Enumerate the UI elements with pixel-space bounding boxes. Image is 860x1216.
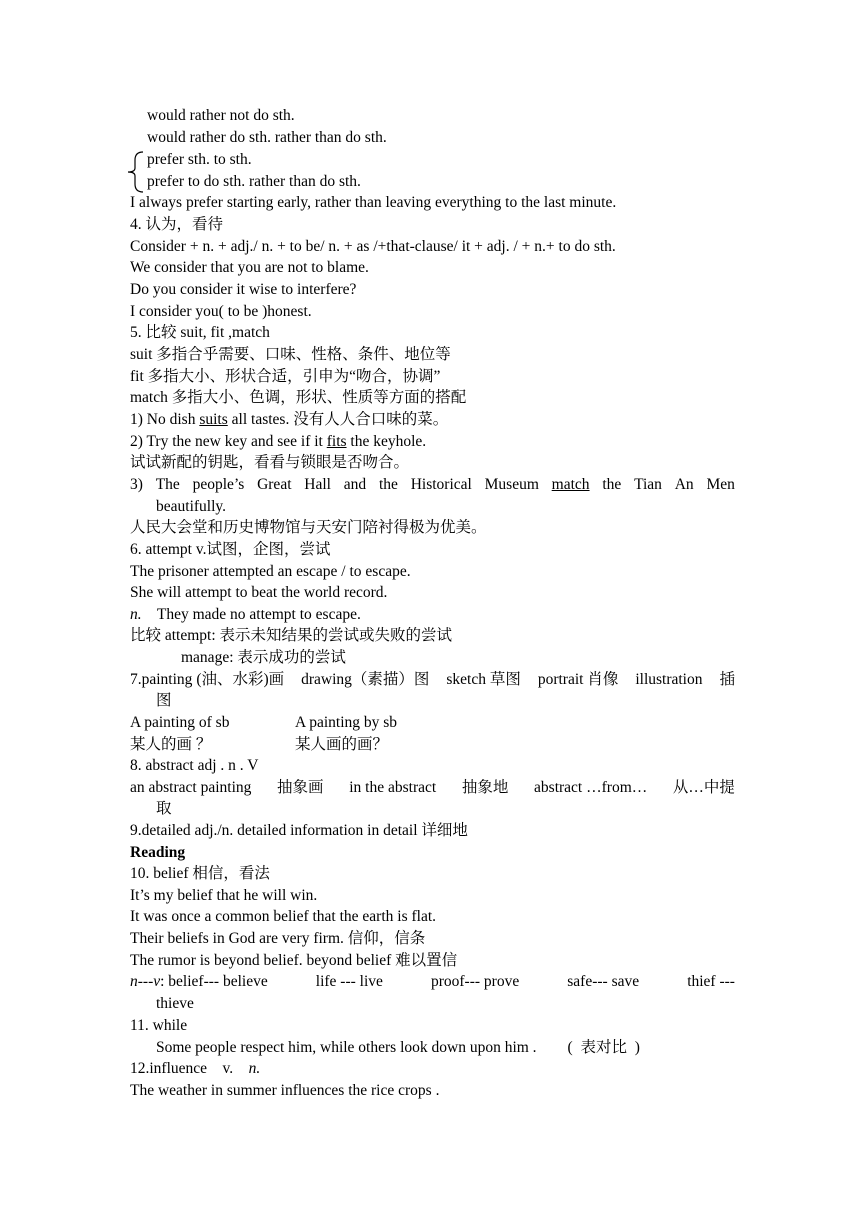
text-line: fit 多指大小、形状合适，引申为“吻合，协调” bbox=[130, 368, 441, 385]
text-line: The weather in summer influences the rice crops . bbox=[130, 1082, 440, 1099]
text-run: 抽象画 bbox=[277, 779, 324, 796]
text-run: 草图 bbox=[489, 671, 521, 688]
text-run: 从…中提 bbox=[672, 779, 735, 796]
section-heading bbox=[130, 669, 735, 691]
text-run: 肖像 bbox=[587, 671, 619, 688]
text-run: A painting of sb bbox=[130, 714, 230, 731]
example-line bbox=[130, 712, 735, 734]
text-run: abstract …from… bbox=[534, 779, 648, 796]
text-line: 试试新配的钥匙，看看与锁眼是否吻合。 bbox=[130, 454, 410, 471]
text-run: people’s bbox=[192, 476, 245, 493]
example-line bbox=[130, 734, 735, 756]
text-run: Great bbox=[257, 476, 292, 493]
underlined-word: suits bbox=[199, 411, 228, 428]
text-line: It’s my belief that he will win. bbox=[130, 887, 318, 904]
text-line: would rather do sth. rather than do sth. bbox=[147, 129, 387, 146]
text-run: in the abstract bbox=[349, 779, 437, 796]
text-line: Some people respect him, while others look down upon him . ( 表对比 ) bbox=[156, 1039, 640, 1056]
text-run bbox=[130, 971, 268, 993]
italic-label: n. bbox=[130, 606, 142, 623]
text-line: manage: 表示成功的尝试 bbox=[181, 649, 346, 666]
section-heading: 5. 比较 suit, fit ,match bbox=[130, 324, 270, 341]
text-line: prefer sth. to sth. bbox=[147, 151, 252, 168]
text-line: Their beliefs in God are very firm. 信仰，信条 bbox=[130, 930, 426, 947]
text-run: 7.painting bbox=[130, 671, 193, 688]
text-line: would rather not do sth. bbox=[147, 107, 295, 124]
text-run: 1) No dish bbox=[130, 411, 200, 428]
italic-label: n---v bbox=[130, 973, 161, 990]
text-run: Museum bbox=[484, 476, 539, 493]
text-line: It was once a common belief that the earth is flat. bbox=[130, 908, 437, 925]
text-run: They made no attempt to escape. bbox=[141, 606, 361, 623]
italic-label: n. bbox=[248, 1060, 261, 1077]
text-line: I always prefer starting early, rather than leaving everything to the last minute. bbox=[130, 194, 617, 211]
text-line: 取 bbox=[156, 800, 172, 817]
text-run bbox=[130, 669, 284, 691]
text-run: drawing（素描）图 bbox=[301, 671, 430, 688]
text-run: the bbox=[378, 476, 398, 493]
text-run: 2) Try the new key and see if it bbox=[130, 433, 327, 450]
example-line bbox=[130, 431, 735, 453]
text-run: The bbox=[155, 476, 180, 493]
text-run: sketch bbox=[446, 671, 486, 688]
section-heading: 8. abstract adj . n . V bbox=[130, 757, 259, 774]
text-run: 12.influence v. bbox=[130, 1060, 249, 1077]
text-line: Do you consider it wise to interfere? bbox=[130, 281, 357, 298]
text-line: 图 bbox=[156, 692, 172, 709]
text-line: 比较 attempt: 表示未知结果的尝试或失败的尝试 bbox=[130, 627, 453, 644]
text-line: We consider that you are not to blame. bbox=[130, 259, 369, 276]
example-line bbox=[130, 777, 735, 799]
section-heading: 6. attempt v.试图，企图，尝试 bbox=[130, 541, 331, 558]
text-run: an abstract painting bbox=[130, 779, 252, 796]
text-line: 人民大会堂和历史博物馆与天安门陪衬得极为优美。 bbox=[130, 519, 487, 536]
underlined-word: match bbox=[551, 476, 590, 493]
section-heading bbox=[130, 1058, 735, 1080]
example-line bbox=[130, 409, 735, 431]
text-run: thief --- bbox=[687, 973, 735, 990]
text-run: Hall bbox=[304, 476, 331, 493]
text-run: illustration bbox=[635, 671, 703, 688]
text-line: prefer to do sth. rather than do sth. bbox=[147, 173, 361, 190]
text-line: thieve bbox=[156, 995, 194, 1012]
text-run: the keyhole. bbox=[346, 433, 427, 450]
text-line: The rumor is beyond belief. beyond belief 难以置信 bbox=[130, 952, 458, 969]
text-line: Consider + n. + adj./ n. + to be/ n. + as /+that-clause/ it + adj. / + n.+ to do sth. bbox=[130, 238, 616, 255]
section-title-reading: Reading bbox=[130, 844, 186, 861]
text-run: and bbox=[343, 476, 367, 493]
text-run: Historical bbox=[410, 476, 472, 493]
example-line bbox=[130, 604, 735, 626]
section-heading: 10. belief 相信，看法 bbox=[130, 865, 270, 882]
example-line bbox=[130, 971, 735, 993]
brace-icon bbox=[125, 150, 145, 194]
text-run: portrait bbox=[537, 671, 584, 688]
text-run: safe--- save bbox=[567, 973, 640, 990]
text-line: The prisoner attempted an escape / to escape. bbox=[130, 563, 411, 580]
text-run: 3) bbox=[130, 476, 143, 493]
example-line bbox=[130, 474, 735, 496]
underlined-word: fits bbox=[326, 433, 347, 450]
text-run: 抽象地 bbox=[461, 779, 509, 796]
text-line: match 多指大小、色调，形状、性质等方面的搭配 bbox=[130, 389, 467, 406]
text-run: all tastes. 没有人人合口味的菜。 bbox=[227, 411, 449, 428]
text-run: proof--- prove bbox=[430, 973, 520, 990]
text-line: suit 多指合乎需要、口味、性格、条件、地位等 bbox=[130, 346, 451, 363]
text-line: I consider you( to be )honest. bbox=[130, 303, 312, 320]
text-run: 某人的画 ？ bbox=[130, 736, 212, 753]
text-run: An bbox=[674, 476, 694, 493]
section-heading: 4. 认为，看待 bbox=[130, 216, 224, 233]
text-run bbox=[538, 669, 619, 691]
text-run: life --- live bbox=[315, 973, 383, 990]
text-run: : belief--- believe bbox=[160, 973, 268, 990]
text-run: the bbox=[602, 476, 622, 493]
section-heading: 11. while bbox=[130, 1017, 188, 1034]
text-line: beautifully. bbox=[156, 498, 227, 515]
text-run bbox=[446, 669, 521, 691]
text-run: 某人画的画？ bbox=[295, 736, 389, 753]
text-run: 插 bbox=[719, 671, 735, 688]
section-heading: 9.detailed adj./n. detailed information in detail 详细地 bbox=[130, 822, 468, 839]
text-run: Men bbox=[706, 476, 735, 493]
text-line: She will attempt to beat the world record. bbox=[130, 584, 388, 601]
text-run: (油、水彩)画 bbox=[196, 671, 285, 688]
text-run: A painting by sb bbox=[295, 714, 398, 731]
text-run: Tian bbox=[634, 476, 662, 493]
